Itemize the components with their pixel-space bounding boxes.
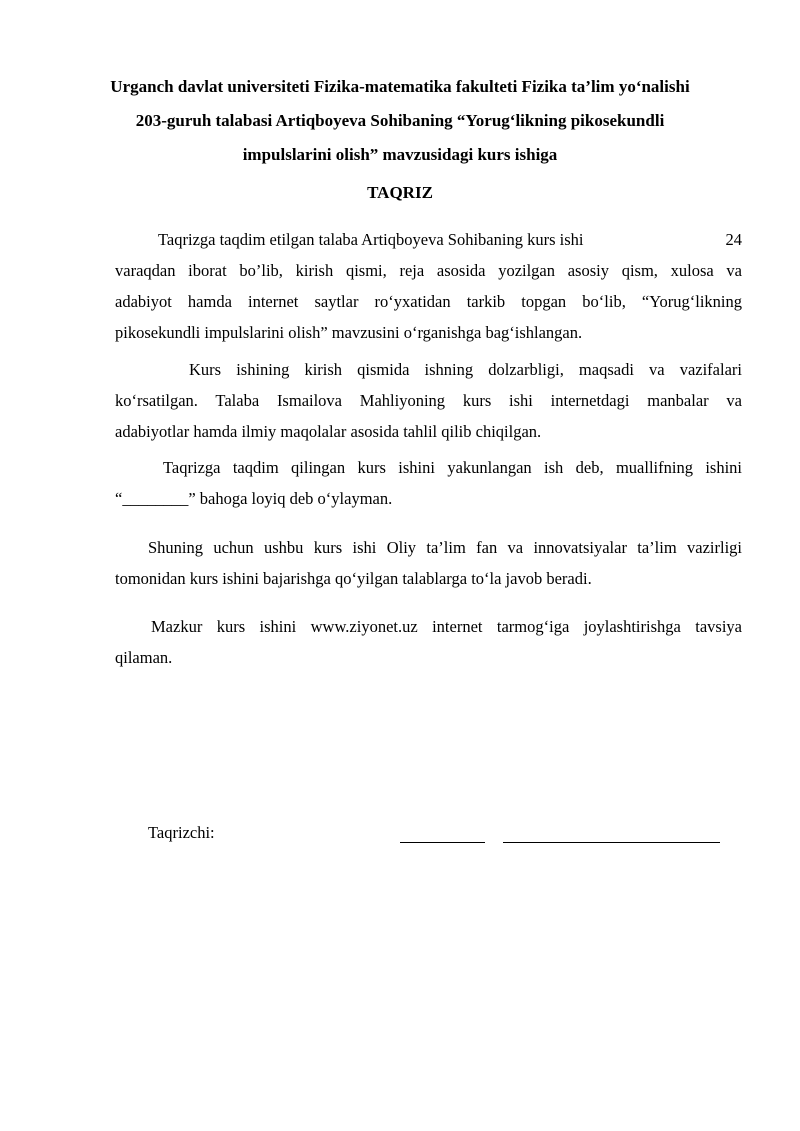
document-heading <box>60 70 740 172</box>
document-title: TAQRIZ <box>367 183 433 202</box>
paragraph-5 <box>115 611 742 673</box>
paragraph-5-line-2: qilaman. <box>115 648 173 667</box>
paragraph-2-line-1: Kurs ishining kirish qismida ishning dolzarbligi, maqsadi va vazifalari <box>189 360 742 379</box>
paragraph-1 <box>115 224 742 348</box>
page-count: 24 <box>725 230 742 249</box>
paragraph-1-line-1 <box>115 224 742 255</box>
signature-blank-long <box>503 842 720 843</box>
heading-line-2: 203-guruh talabasi Artiqboyeva Sohibaning “Yorug‘likning pikosekundli <box>135 111 665 130</box>
paragraph-4-line-2: tomonidan kurs ishini bajarishga qo‘yilgan talablarga to‘la javob beradi. <box>115 569 592 588</box>
paragraph-1-line-4: pikosekundli impulslarini olish” mavzusini o‘rganishga bag‘ishlangan. <box>115 323 583 342</box>
paragraph-1-line-1-text: Taqrizga taqdim etilgan talaba Artiqboyeva Sohibaning kurs ishi <box>158 230 584 249</box>
paragraph-3-line-2: “________” bahoga loyiq deb o‘ylayman. <box>115 489 393 508</box>
heading-line-3: impulslarini olish” mavzusidagi kurs ishiga <box>242 145 558 164</box>
paragraph-1-line-2: varaqdan iborat bo’lib, kirish qismi, reja asosida yozilgan asosiy qism, xulosa va <box>115 261 742 280</box>
heading-line-1: Urganch davlat universiteti Fizika-matematika fakulteti Fizika ta’lim yo‘nalishi <box>110 77 690 96</box>
paragraph-1-line-3: adabiyot hamda internet saytlar ro‘yxatidan tarkib topgan bo‘lib, “Yorug‘likning <box>115 292 742 311</box>
paragraph-5-line-1: Mazkur kurs ishini www.ziyonet.uz internet tarmog‘iga joylashtirishga tavsiya <box>151 617 742 636</box>
reviewer-label: Taqrizchi: <box>148 823 215 842</box>
paragraph-4-line-1: Shuning uchun ushbu kurs ishi Oliy ta’lim fan va innovatsiyalar ta’lim vazirligi <box>148 538 742 557</box>
paragraph-2-line-2: ko‘rsatilgan. Talaba Ismailova Mahliyoning kurs ishi internetdagi manbalar va <box>115 391 742 410</box>
signature-blank-short <box>400 842 485 843</box>
paragraph-2-line-3: adabiyotlar hamda ilmiy maqolalar asosida tahlil qilib chiqilgan. <box>115 422 542 441</box>
paragraph-2 <box>115 354 742 447</box>
paragraph-3-line-1: Taqrizga taqdim qilingan kurs ishini yakunlangan ish deb, muallifning ishini <box>163 458 742 477</box>
paragraph-4 <box>115 532 742 594</box>
paragraph-3 <box>115 452 742 514</box>
